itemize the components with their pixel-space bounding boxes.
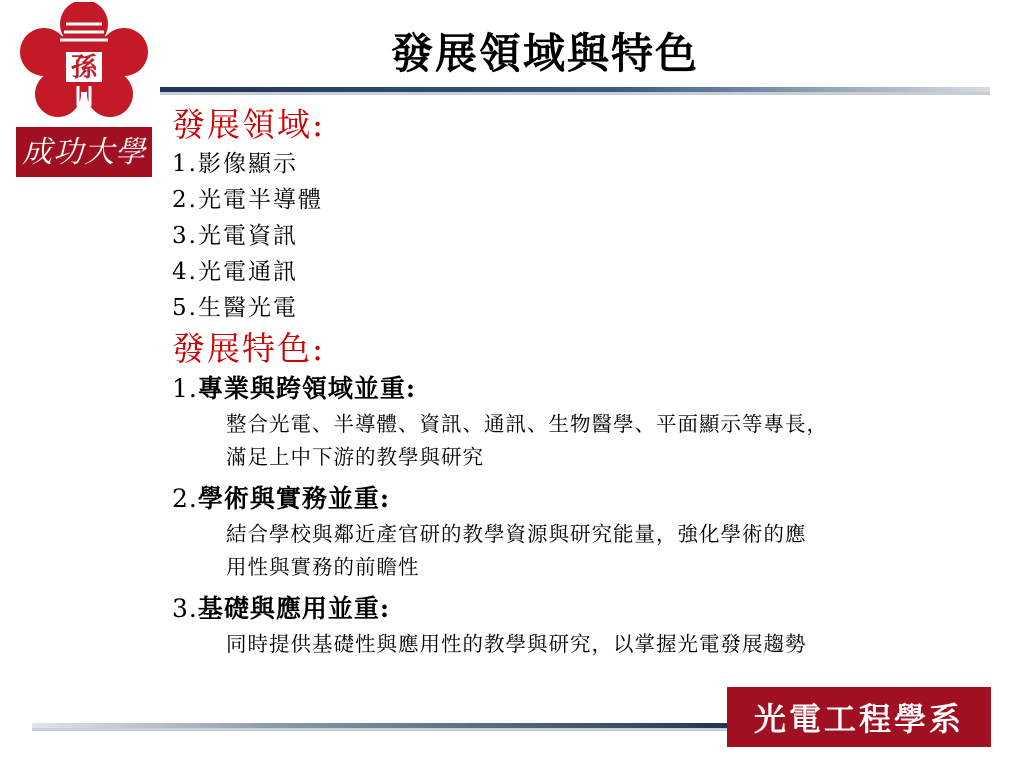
footer-divider bbox=[32, 718, 732, 730]
list-item: 2.光電半導體 bbox=[172, 187, 323, 213]
ncku-emblem-icon bbox=[20, 2, 148, 118]
feature-title bbox=[172, 370, 1012, 408]
department-badge: 光電工程學系 bbox=[727, 687, 991, 747]
feature-desc-line: 同時提供基礎性與應用性的教學與研究，以掌握光電發展趨勢 bbox=[226, 632, 807, 656]
feature-label: 學術與實務並重: bbox=[197, 484, 391, 513]
feature-title bbox=[172, 480, 1012, 518]
ncku-wordmark bbox=[16, 127, 152, 177]
feature-number: 2. bbox=[172, 484, 198, 513]
feature-desc-line: 滿足上中下游的教學與研究 bbox=[226, 445, 484, 469]
feature-item bbox=[172, 590, 1012, 661]
main-content bbox=[172, 104, 1012, 661]
list-item: 5.生醫光電 bbox=[172, 295, 298, 321]
fields-list bbox=[172, 146, 1012, 326]
list-item: 3.光電資訊 bbox=[172, 223, 298, 249]
feature-desc-line: 整合光電、半導體、資訊、通訊、生物醫學、平面顯示等專長， bbox=[226, 412, 828, 436]
wordmark-text: 成功大學 bbox=[22, 135, 146, 170]
feature-label: 基礎與應用並重: bbox=[197, 594, 391, 623]
feature-item bbox=[172, 370, 1012, 474]
list-item: 4.光電通訊 bbox=[172, 259, 298, 285]
page-title: 發展領域與特色 bbox=[390, 29, 699, 78]
feature-desc-line: 結合學校與鄰近產官研的教學資源與研究能量，強化學術的應 bbox=[226, 522, 807, 546]
feature-item bbox=[172, 480, 1012, 584]
fields-heading: 發展領域: bbox=[172, 105, 326, 144]
title-divider bbox=[160, 82, 990, 92]
feature-number: 1. bbox=[172, 374, 198, 403]
features-heading: 發展特色: bbox=[172, 329, 326, 368]
emblem-glyph: 孫 bbox=[70, 53, 98, 83]
feature-number: 3. bbox=[172, 594, 198, 623]
list-item: 1.影像顯示 bbox=[172, 151, 298, 177]
feature-desc-line: 用性與實務的前瞻性 bbox=[226, 555, 420, 579]
feature-title bbox=[172, 590, 1012, 628]
feature-label: 專業與跨領域並重: bbox=[197, 374, 417, 403]
